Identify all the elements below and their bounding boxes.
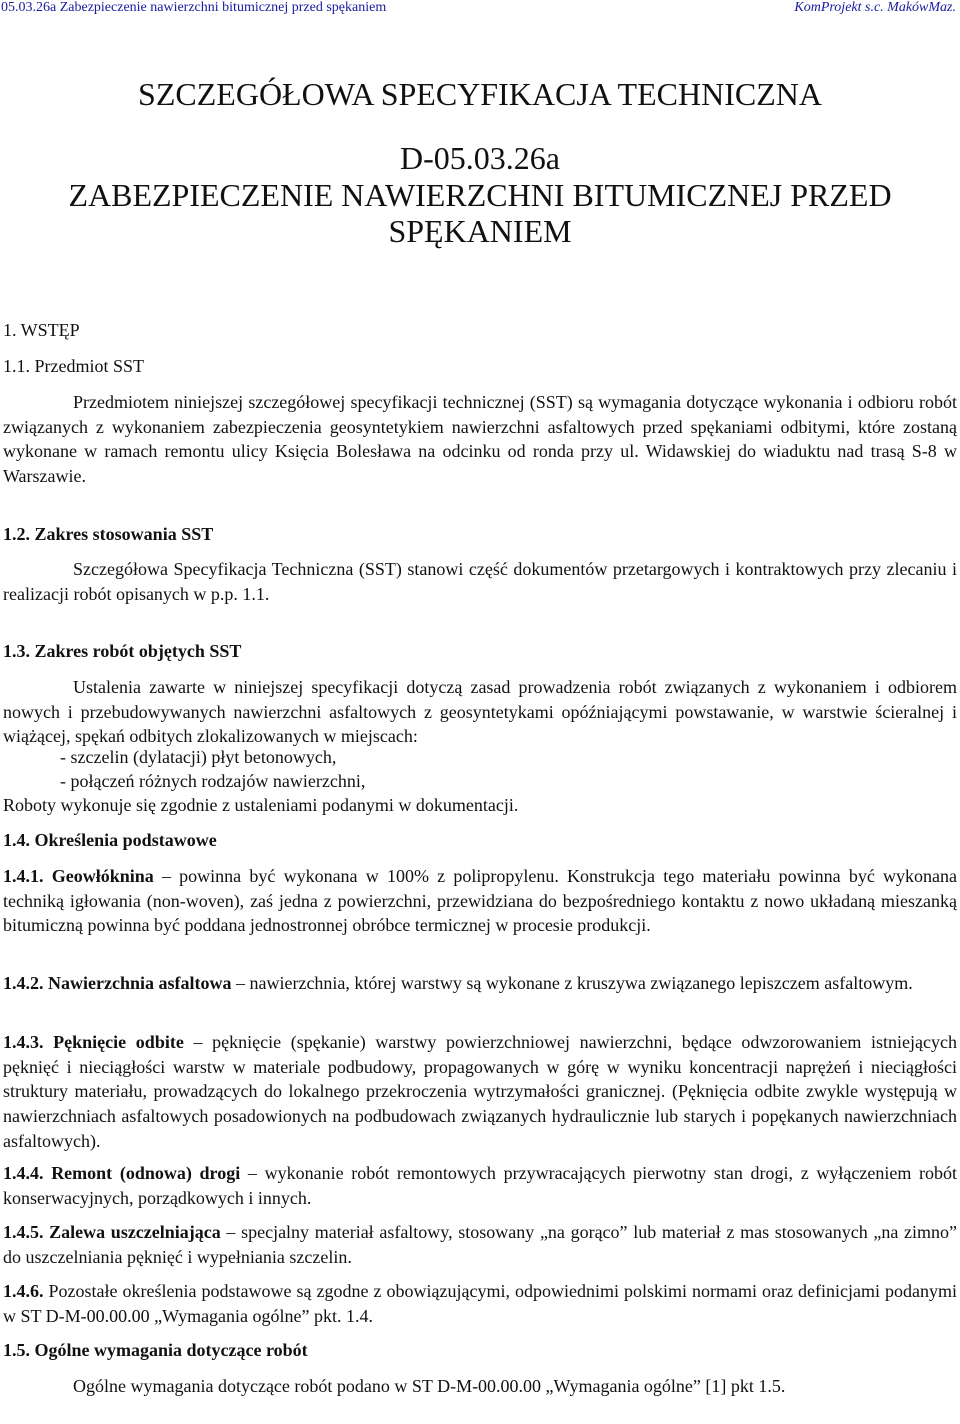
list-item: - połączeń różnych rodzajów nawierzchni, (60, 771, 366, 791)
section-1-5-text: Ogólne wymagania dotyczące robót podano w ST D-M-00.00.00 „Wymagania ogólne” [1] pkt 1.5. (73, 1376, 786, 1396)
section-1-heading: 1. WSTĘP (3, 320, 80, 340)
header-document-title[interactable]: 05.03.26a Zabezpieczenie nawierzchni bitumicznej przed spękaniem (1, 0, 387, 15)
spec-title: SZCZEGÓŁOWA SPECYFIKACJA TECHNICZNA (138, 76, 822, 112)
header-company[interactable]: KomProjekt s.c. MakówMaz. (794, 0, 956, 15)
definition-1-4-1: 1.4.1. Geowłóknina – powinna być wykonana w 100% z polipropylenu. Konstrukcja tego materiału powinna być wykonana techniką igłowania (non-woven), zaś jedna z powierzchni, przewidziana do bezpośredniego kontaktu z nowo układaną mieszanką bitumiczną powinna być poddana jednostronnej obróbce termicznej w procesie produkcji. (3, 866, 957, 936)
section-1-3-text: Ustalenia zawarte w niniejszej specyfikacji dotyczą zasad prowadzenia robót związanych z wykonaniem i odbiorem nowych i przebudowywanych nawierzchni asfaltowych z geosyntetykami opóźniającymi powstawanie, w warstwie ścieralnej i wiążącej, spękań odbitych zlokalizowanych w miejscach: (3, 677, 957, 747)
section-1-3-heading: 1.3. Zakres robót objętych SST (3, 641, 242, 661)
definition-1-4-6: 1.4.6. Pozostałe określenia podstawowe są zgodne z obowiązującymi, odpowiednimi polskimi normami oraz definicjami podanymi w ST D-M-00.00.00 „Wymagania ogólne” pkt. 1.4. (3, 1281, 957, 1326)
definition-1-4-5: 1.4.5. Zalewa uszczelniająca – specjalny materiał asfaltowy, stosowany „na gorąco” lub materiał z mas stosowanych „na zimno” do uszczelniania pęknięć i wypełniania szczelin. (3, 1222, 958, 1267)
spec-subject-line1: ZABEZPIECZENIE NAWIERZCHNI BITUMICZNEJ PRZED (68, 177, 892, 213)
section-1-2-text: Szczegółowa Specyfikacja Techniczna (SST) stanowi część dokumentów przetargowych i kontraktowych przy zlecaniu i realizacji robót opisanych w p.p. 1.1. (3, 559, 957, 604)
running-header (0, 0, 960, 18)
list-item: - szczelin (dylatacji) płyt betonowych, (60, 747, 337, 767)
section-1-4-heading: 1.4. Określenia podstawowe (3, 830, 217, 850)
section-1-5-heading: 1.5. Ogólne wymagania dotyczące robót (3, 1340, 308, 1360)
spec-code: D-05.03.26a (400, 140, 560, 176)
definition-1-4-3: 1.4.3. Pęknięcie odbite – pęknięcie (spękanie) warstwy powierzchniowej nawierzchni, będące odwzorowaniem istniejących pęknięć i nieciągłości warstw w materiale podbudowy, propagowanych w górę w wyniku koncentracji naprężeń i nieciągłości struktury materiału, prowadzących do lokalnego przekroczenia wytrzymałości granicznej. (Pęknięcia odbite zwykle występują w nawierzchniach asfaltowych posadowionych na podbudowach związanych hydraulicznie lub starych i popękanych nawierzchniach asfaltowych). (3, 1032, 958, 1151)
section-1-3-closing: Roboty wykonuje się zgodnie z ustaleniami podanymi w dokumentacji. (3, 795, 519, 815)
section-1-1-heading: 1.1. Przedmiot SST (3, 356, 145, 376)
section-1-1-text: Przedmiotem niniejszej szczegółowej specyfikacji technicznej (SST) są wymagania dotyczące wykonania i odbioru robót związanych z wykonaniem zabezpieczenia geosyntetykiem nawierzchni asfaltowych przed spękaniami odbitymi, które zostaną wykonane w ramach remontu ulicy Księcia Bolesława na odcinku od ronda przy ul. Widawskiej do wiaduktu nad trasą S-8 w Warszawie. (3, 392, 957, 487)
section-1-2-heading: 1.2. Zakres stosowania SST (3, 524, 214, 544)
definition-1-4-2: 1.4.2. Nawierzchnia asfaltowa – nawierzchnia, której warstwy są wykonane z kruszywa związanego lepiszczem asfaltowym. (3, 973, 913, 993)
spec-subject-line2: SPĘKANIEM (388, 213, 572, 249)
definition-1-4-4: 1.4.4. Remont (odnowa) drogi – wykonanie robót remontowych przywracających pierwotny stan drogi, z wyłączeniem robót konserwacyjnych, porządkowych i innych. (3, 1163, 958, 1208)
